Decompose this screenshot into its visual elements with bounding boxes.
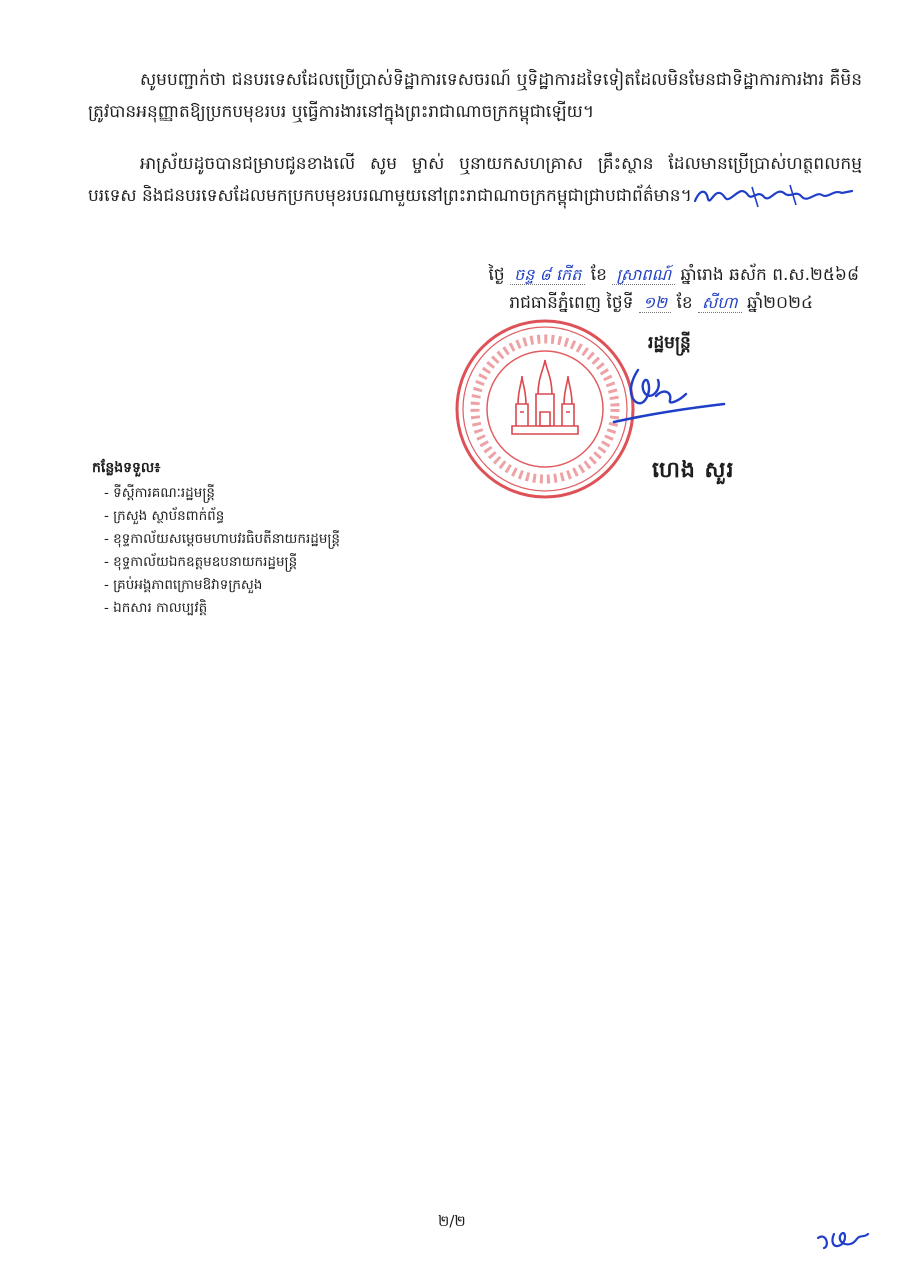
lunar-day-handwritten: ចន្ទ ៨ កើត bbox=[510, 265, 585, 285]
minister-name: ហេង សួរ bbox=[652, 458, 735, 483]
list-item: - គ្រប់អង្គភាពក្រោមឱវាទក្រសួង bbox=[104, 577, 263, 593]
handwritten-initials-footer bbox=[814, 1224, 872, 1254]
gregorian-date-line bbox=[509, 290, 813, 316]
month-prefix: ខែ bbox=[676, 293, 693, 313]
list-item: - ឯកសារ កាលប្បវត្តិ bbox=[104, 600, 208, 616]
paragraph-1: សូមបញ្ជាក់ថា ជនបរទេសដែលប្រើប្រាស់ទិដ្ឋាការទេសចរណ៍ ឬទិដ្ឋាការដទៃទៀតដែលមិនមែនជាទិដ្ឋាការការងារ គឺមិនត្រូវបានអនុញ្ញាតឱ្យប្រកបមុខរបរ ឬធ្វើការងារនៅក្នុងព្រះរាជាណាចក្រកម្ពុជាឡើយ។ bbox=[88, 70, 862, 122]
lunar-month-prefix: ខែ bbox=[590, 265, 607, 285]
month-handwritten: សីហា bbox=[698, 293, 742, 313]
list-item: - ក្រសួង ស្ថាប័នពាក់ព័ន្ធ bbox=[104, 508, 225, 524]
lunar-day-prefix: ថ្ងៃ bbox=[488, 265, 505, 285]
paragraph-2 bbox=[88, 148, 862, 212]
recipients-title: កន្លែងទទួល៖ bbox=[92, 460, 161, 476]
minister-signature bbox=[600, 362, 726, 428]
list-item: - ខុទ្ទកាល័យសម្តេចមហាបវរធិបតីនាយករដ្ឋមន្ត្រី bbox=[104, 531, 340, 547]
lunar-year: ឆ្នាំរោង ឆស័ក ព.ស.២៥៦៨ bbox=[680, 265, 859, 285]
lunar-month-handwritten: ស្រាពណ៍ bbox=[612, 265, 675, 285]
day-handwritten: ១២ bbox=[639, 293, 671, 313]
page-number: ២/២ bbox=[438, 1212, 466, 1230]
minister-title: រដ្ឋមន្ត្រី bbox=[648, 333, 691, 353]
lunar-date-line bbox=[489, 262, 859, 288]
recipients-list bbox=[104, 482, 340, 620]
place-day-prefix: រាជធានីភ្នំពេញ ថ្ងៃទី bbox=[509, 293, 634, 313]
paragraph-2-text: អាស្រ័យដូចបានជម្រាបជូនខាងលើ សូម ម្ចាស់ ឬនាយកសហគ្រាស គ្រឹះស្ថាន ដែលមានប្រើប្រាស់ហត្ថពលកម្មបរទេស និងជនបរទេសដែលមកប្រកបមុខរបរណាមួយនៅព្រះរាជាណាចក្រកម្ពុជាជ្រាបជាព័ត៌មាន។ bbox=[88, 154, 862, 206]
handwritten-initials-inline bbox=[692, 183, 857, 209]
year: ឆ្នាំ២០២៤ bbox=[747, 293, 813, 313]
list-item: - ខុទ្ទកាល័យឯកឧត្តមឧបនាយករដ្ឋមន្ត្រី bbox=[104, 554, 298, 570]
list-item: - ទីស្តីការគណៈរដ្ឋមន្ត្រី bbox=[104, 485, 215, 501]
